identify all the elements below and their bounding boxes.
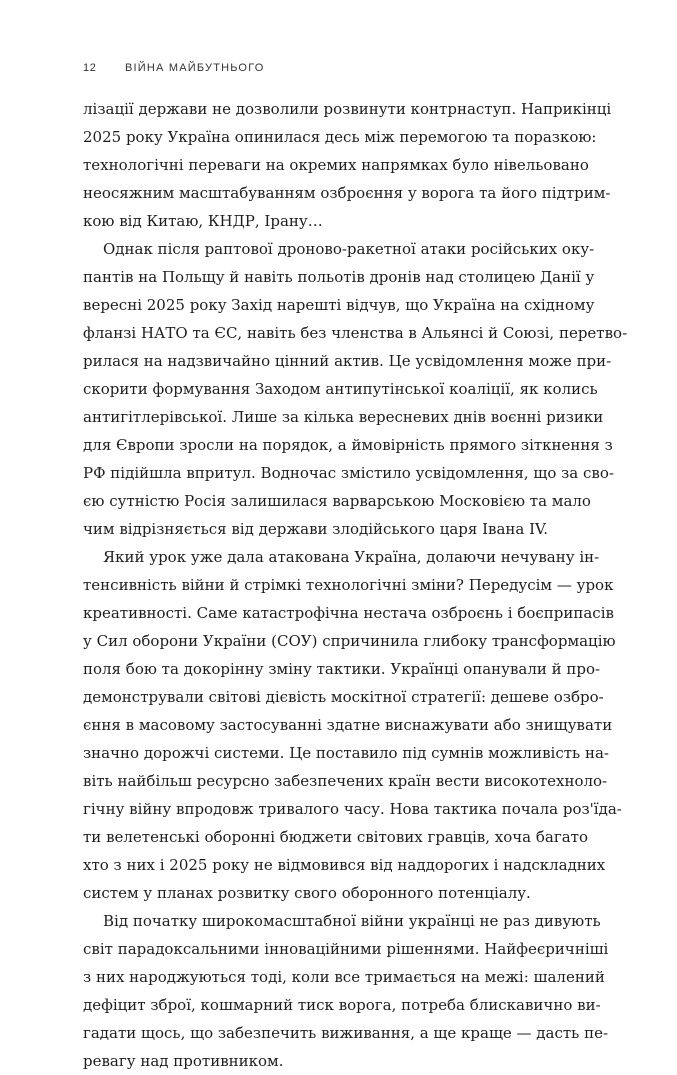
body-text — [83, 95, 628, 1075]
text-line: неосяжним масштабуванням озброєння у ворога та його підтрим- — [83, 184, 611, 202]
text-line: гічну війну впродовж тривалого часу. Нова тактика почала роз'їда- — [83, 800, 622, 818]
text-line: фланзі НАТО та ЄС, навіть без членства в Альянсі й Союзі, перетво- — [83, 324, 628, 342]
text-line: систем у планах розвитку свого оборонного потенціалу. — [83, 884, 531, 902]
text-line: технологічні переваги на окремих напрямках було нівельовано — [83, 156, 589, 174]
text-line: дефіцит зброї, кошмарний тиск ворога, потреба блискавично ви- — [83, 996, 601, 1014]
running-head — [83, 60, 265, 76]
text-line: єння в масовому застосуванні здатне виснажувати або знищувати — [83, 716, 613, 734]
text-line: РФ підійшла впритул. Водночас змістило усвідомлення, що за сво- — [83, 464, 614, 482]
text-line: значно дорожчі системи. Це поставило під сумнів можливість на- — [83, 744, 609, 762]
text-line: віть найбільш ресурсно забезпечених країн вести високотехноло- — [83, 772, 608, 790]
text-line: Однак після раптової дроново-ракетної атаки російських оку- — [103, 240, 595, 258]
paragraph — [83, 235, 628, 543]
text-line: рилася на надзвичайно цінний актив. Це усвідомлення може при- — [83, 352, 612, 370]
text-line: єю сутністю Росія залишилася варварською Московією та мало — [83, 492, 591, 510]
text-line: демонстрували світові дієвість москітної стратегії: дешеве озбро- — [83, 688, 604, 706]
text-line: чим відрізняється від держави злодійського царя Івана IV. — [83, 520, 549, 538]
text-line: лізації держави не дозволили розвинути контрнаступ. Наприкінці — [83, 100, 612, 118]
text-line: світ парадоксальними інноваційними рішеннями. Найфеєричніші — [83, 940, 609, 958]
text-line: Який урок уже дала атакована Україна, долаючи нечувану ін- — [103, 548, 600, 566]
paragraph — [83, 95, 612, 235]
text-line: антигітлерівської. Лише за кілька вересневих днів воєнні ризики — [83, 408, 604, 426]
text-line: ти велетенські оборонні бюджети світових гравців, хоча багато — [83, 828, 588, 846]
text-line: поля бою та докорінну зміну тактики. Українці опанували й про- — [83, 660, 601, 678]
paragraph — [83, 543, 622, 907]
paragraph — [83, 907, 609, 1075]
text-line: для Європи зросли на порядок, а ймовірність прямого зіткнення з — [83, 436, 613, 454]
page-number: 12 — [83, 62, 97, 74]
text-line: тенсивність війни й стрімкі технологічні зміни? Передусім — урок — [83, 576, 614, 594]
text-line: креативності. Саме катастрофічна нестача озброєнь і боєприпасів — [83, 604, 614, 622]
text-line: вересні 2025 року Захід нарешті відчув, що Україна на східному — [83, 296, 595, 314]
text-line: з них народжуються тоді, коли все тримається на межі: шалений — [83, 968, 605, 986]
text-line: у Сил оборони України (СОУ) спричинила глибоку трансформацію — [83, 632, 616, 650]
text-line: гадати щось, що забезпечить виживання, а ще краще — дасть пе- — [83, 1024, 609, 1042]
text-line: хто з них і 2025 року не відмовився від наддорогих і надскладних — [83, 856, 606, 874]
text-line: ревагу над противником. — [83, 1052, 284, 1070]
text-line: Від початку широкомасштабної війни українці не раз дивують — [103, 912, 601, 930]
text-line: 2025 року Україна опинилася десь між перемогою та поразкою: — [83, 128, 597, 146]
text-line: кою від Китаю, КНДР, Ірану… — [83, 212, 323, 230]
book-title: ВІЙНА МАЙБУТНЬОГО — [125, 62, 265, 74]
text-line: скорити формування Заходом антипутінської коаліції, як колись — [83, 380, 598, 398]
text-line: пантів на Польщу й навіть польотів дронів над столицею Данії у — [83, 268, 595, 286]
